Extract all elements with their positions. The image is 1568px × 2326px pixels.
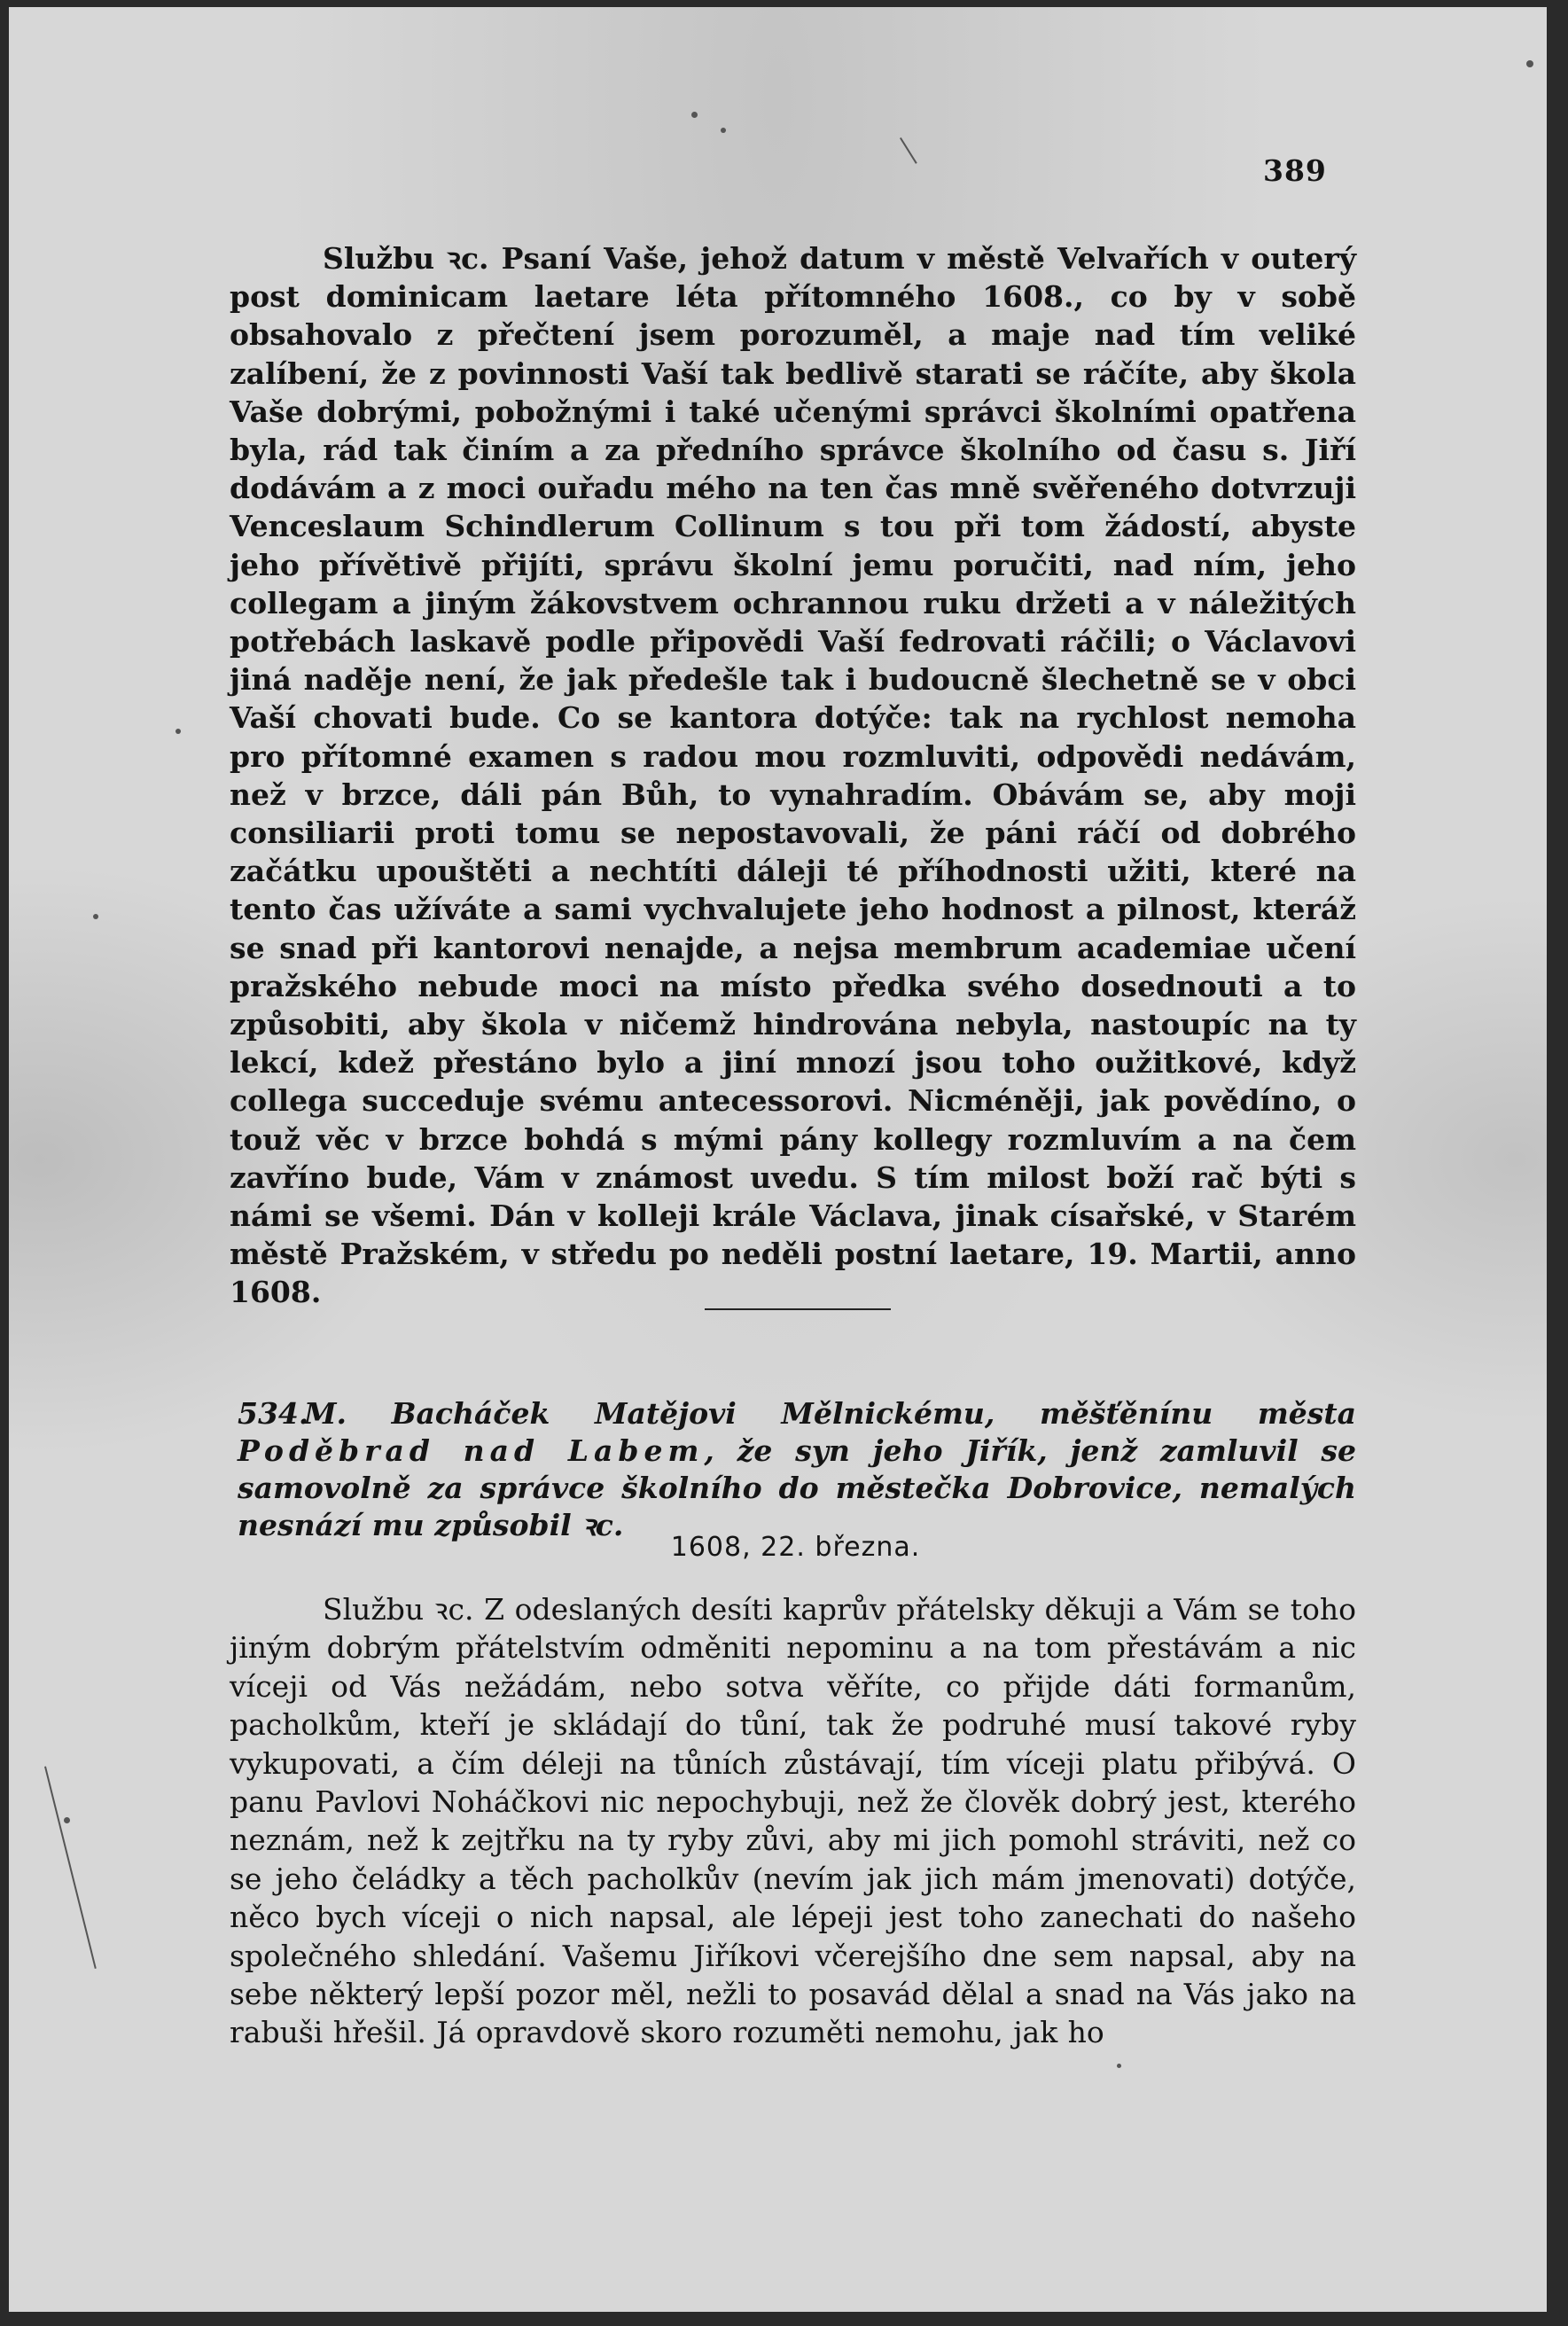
section-divider — [705, 1308, 891, 1310]
entry-date: 1608, 22. března. — [670, 1532, 921, 1563]
letter-paragraph: Službu ꝛc. Psaní Vaše, jehož datum v městě Velvařích v outerý post dominicam laetare léta přítomného 1608., co by v sobě obsahovalo z přečtení jsem porozuměl, a maje nad tím veliké zalíbení, že z povinnosti Vaší tak bedlivě starati se ráčíte, aby škola Vaše dobrými, pobožnými i také učenými správci školními opatřena byla, rád tak činím a za předního správce školního od času s. Jiří dodávám a z moci ouřadu mého na ten čas mně svěřeného dotvrzuji Venceslaum Schindlerum Collinum s tou při tom žádostí, abyste jeho přívětivě přijíti, správu školní jemu poručiti, nad ním, jeho collegam a jiným žákovstvem ochrannou ruku držeti a v náležitých potřebách laskavě podle připovědi Vaší fedrovati ráčili; o Václavovi jiná naděje není, že jak předešle tak i budoucně šlechetně se v obci Vaší chovati bude. Co se kantora dotýče: tak na rychlost nemoha pro přítomné examen s radou mou rozmluviti, odpovědi nedávám, než v brzce, dáli pán Bůh, to vynahradím. Obávám se, aby moji consiliarii proti tomu se nepostavovali, že páni ráčí od dobrého začátku upouštěti a nechtíti dáleji té příhodnosti užiti, které na tento čas užíváte a sami vychvalujete jeho hodnost a pilnost, kteráž se snad při kantorovi nenajde, a nejsa membrum academiae učení pražského nebude moci na místo předka svého dosednouti a to způsobiti, aby škola v ničemž hindrována nebyla, nastoupíc na ty lekcí, kdež přestáno bylo a jiní mnozí jsou toho oužitkové, když collega succeduje svému antecessorovi. Nicméněji, jak povědíno, o touž věc v brzce bohdá s mými pány kollegy rozmluvím a na čem zavříno bude, Vám v známost uvedu. S tím milost boží rač býti s námi se všemi. Dán v kolleji krále Václava, jinak císařské, v Starém městě Pražském, v středu po neděli postní laetare, 19. Martii, anno 1608. — [230, 241, 1356, 1310]
heading-text-part1: M. Bacháček Matějovi Mělnickému, měšťěnínu města — [304, 1396, 1356, 1431]
heading-text-part2: , že syn jeho Jiřík, jenž zamluvil se samovolně za správce školního do městečka Dobrovice, nemalých nesnází mu způsobil ꝛc. — [238, 1433, 1356, 1542]
letter-paragraph: Službu ꝛc. Z odeslaných desíti kaprův přátelsky děkuji a Vám se toho jiným dobrým přátelstvím odměniti nepominu a na tom přestávám a nic víceji od Vás nežádám, nebo sotva věříte, co přijde dáti formanům, pacholkům, kteří je skládají do tůní, tak že podruhé musí takové ryby vykupovati, a čím déleji na tůních zůstávají, tím víceji platu přibývá. O panu Pavlovi Noháčkovi nic nepochybuji, než že člověk dobrý jest, kterého neznám, než k zejtřku na ty ryby zůvi, aby mi jich pomohl stráviti, než co se jeho čeládky a těch pacholkův (nevím jak jich mám jmenovati) dotýče, něco bych víceji o nich napsal, ale lépeji jest toho zanechati do našeho společného shledání. Vašemu Jiříkovi včerejšího dne sem napsal, aby na sebe některý lepší pozor měl, nežli to posavád dělal a snad na Vás jako na rabuši hřešil. Já opravdově skoro rozuměti nemohu, jak ho — [230, 1592, 1356, 2050]
entry-number: 534. — [238, 1396, 309, 1431]
entry-heading-534 — [238, 1395, 1356, 1544]
top-mark-line — [900, 137, 917, 164]
letter-body-533 — [230, 239, 1356, 1312]
book-page — [9, 7, 1547, 2312]
page-number: 389 — [1263, 153, 1327, 188]
letter-body-534 — [230, 1590, 1356, 2052]
left-edge-line — [44, 1767, 97, 1970]
heading-place-spaced: Poděbrad nad Labem — [238, 1433, 705, 1468]
